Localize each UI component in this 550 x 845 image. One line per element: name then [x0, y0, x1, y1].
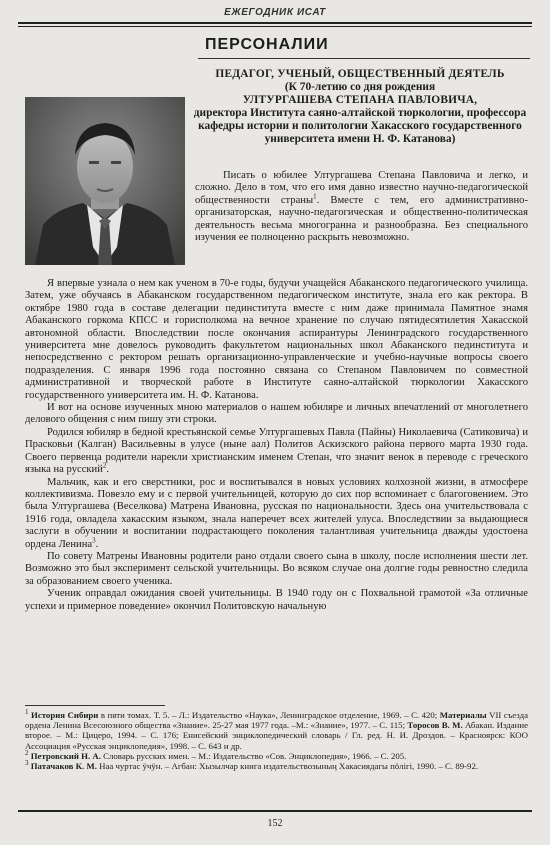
section-rule [198, 58, 530, 59]
paragraph: Писать о юбилее Ултургашева Степана Павловича и легко, и сложно. Дело в том, что его имя давно известно научно-педагогической общественности страны$^1$. Вместе с тем, его административно-организаторская, научно-педагогическая и общественно-политическая деятельность весьма многогранна и разнообразна. Без специального изучения ее полноценно раскрыть невозможно. [195, 170, 528, 244]
article-heading [190, 68, 530, 146]
article-subtitle: (К 70-летию со дня рождения [284, 81, 436, 93]
footnote: $^2$ Петровский Н. А. Словарь русских имен. – М.: Издательство «Сов. Энциклопедия», 1966. – С. 205. [25, 748, 407, 761]
paragraph: Мальчик, как и его сверстники, рос и воспитывался в новых условиях колхозной жизни, в атмосфере коллективизма. Повезло ему и с первой учительницей, которую до сих пор вспоминает с благоговением. Это была Ултургашева (Веселкова) Матрена Ивановна, русская по национальности. Здесь она учительствовала с 1916 года, овладела хакасским языком, знала наперечет всех жителей улуса. Впоследствии за выдающиеся заслуги в обучении и воспитании подрастающего поколения талантливая учительница дважды удостоена ордена Ленина$^3$. [25, 476, 528, 550]
paragraph: По совету Матрены Ивановны родители рано отдали своего сына в школу, после исполнения шести лет. Возможно это был эксперимент сельской учительницы. Во всяком случае она долгие годы ревностно следила за образованием своего ученика. [25, 550, 528, 587]
footnote: $^1$ История Сибири в пяти томах. Т. 5. – Л.: Издательство «Наука», Ленинградское отделение, 1969. – С. 420; Материалы VII съезда ордена Ленина Всесоюзного общества «Знание». 25-27 мая 1977 года. –М.: «Знание», 1977. – С. 115; Торосов В. М. Абакан. Издание второе. – М.: Цицеро, 1994. – С. 176; Енисейский энциклопедический словарь / Гл. ред. Н. И. Дроздов. – Красноярск: КОО Ассоциация «Русская энциклопедия», 1998. – С. 643 и др. [25, 708, 528, 751]
header-rule-thin [18, 26, 532, 27]
article-body [25, 170, 528, 613]
paragraph: И вот на основе изученных мною материалов о нашем юбиляре и личных впечатлений от многолетнего делового общения с ним пишу эти строки. [25, 402, 528, 426]
running-head: ЕЖЕГОДНИК ИСАТ [224, 7, 326, 18]
header-rule [18, 22, 532, 24]
footnote: $^3$ Патачаков К. М. Наа чуртас ӱчӱн. – Агбан: Хызылчар книга издательствозыныӊ Хакасиядагы пöлiгi, 1990. – С. 89-92. [25, 759, 479, 772]
article-person-position: директора Института саяно-алтайской тюркологии, профессора кафедры истории и политологии Хакасского государственного университета имени Н. Ф. Катанова) [193, 107, 527, 145]
article-title: ПЕДАГОГ, УЧЕНЫЙ, ОБЩЕСТВЕННЫЙ ДЕЯТЕЛЬ [215, 68, 505, 80]
footnotes [25, 710, 528, 771]
paragraph: Ученик оправдал ожидания своей учительницы. В 1940 году он с Похвальной грамотой «За отличные успехи и примерное поведение» окончил Политовскую начальную [25, 588, 528, 612]
paragraph: Родился юбиляр в бедной крестьянской семье Ултургашевых Павла (Пайны) Николаевича (Сатиковича) и Прасковьи (Калган) Васильевны в улусе (ныне аал) Политов Аскизского района первого марта 1930 года. Своего первенца родители нарекли христианским именем Степан, что значит венок в переводе с греческого языка на русский$^2$. [25, 426, 528, 476]
footer-rule [18, 810, 532, 812]
paragraph: Я впервые узнала о нем как ученом в 70-е годы, будучи учащейся Абаканского педагогического училища. Затем, уже обучаясь в Абаканском государственном педагогическом институте, знала его как ректора. В октябре 1980 года в составе делегации пединститута вместе с ним даже принимала Памятное знамя Абаканского горкома КПСС и горисполкома на вечное хранение по случаю пятидесятилетия Хакасской автономной области. Впоследствии после окончания аспирантуры Ленинградского государственного университета мне довелось руководить факультетом национальных школ Абаканского пединститута и непосредственно с ректором решать организационно-управленческие и учебно-научные вопросы своего подразделения. С января 1996 года постоянно связана со Степаном Павловичем по совместной административной и творческой работе в Институте саяно-алтайской тюркологии Хакасского государственного университета им. Н. Ф. Катанова. [25, 278, 528, 401]
article-person-name: УЛТУРГАШЕВА СТЕПАНА ПАВЛОВИЧА, [242, 94, 478, 106]
page-number: 152 [267, 818, 283, 829]
section-title: ПЕРСОНАЛИИ [205, 36, 329, 53]
footnote-rule [25, 705, 165, 706]
intro-paragraph-block [195, 170, 528, 278]
